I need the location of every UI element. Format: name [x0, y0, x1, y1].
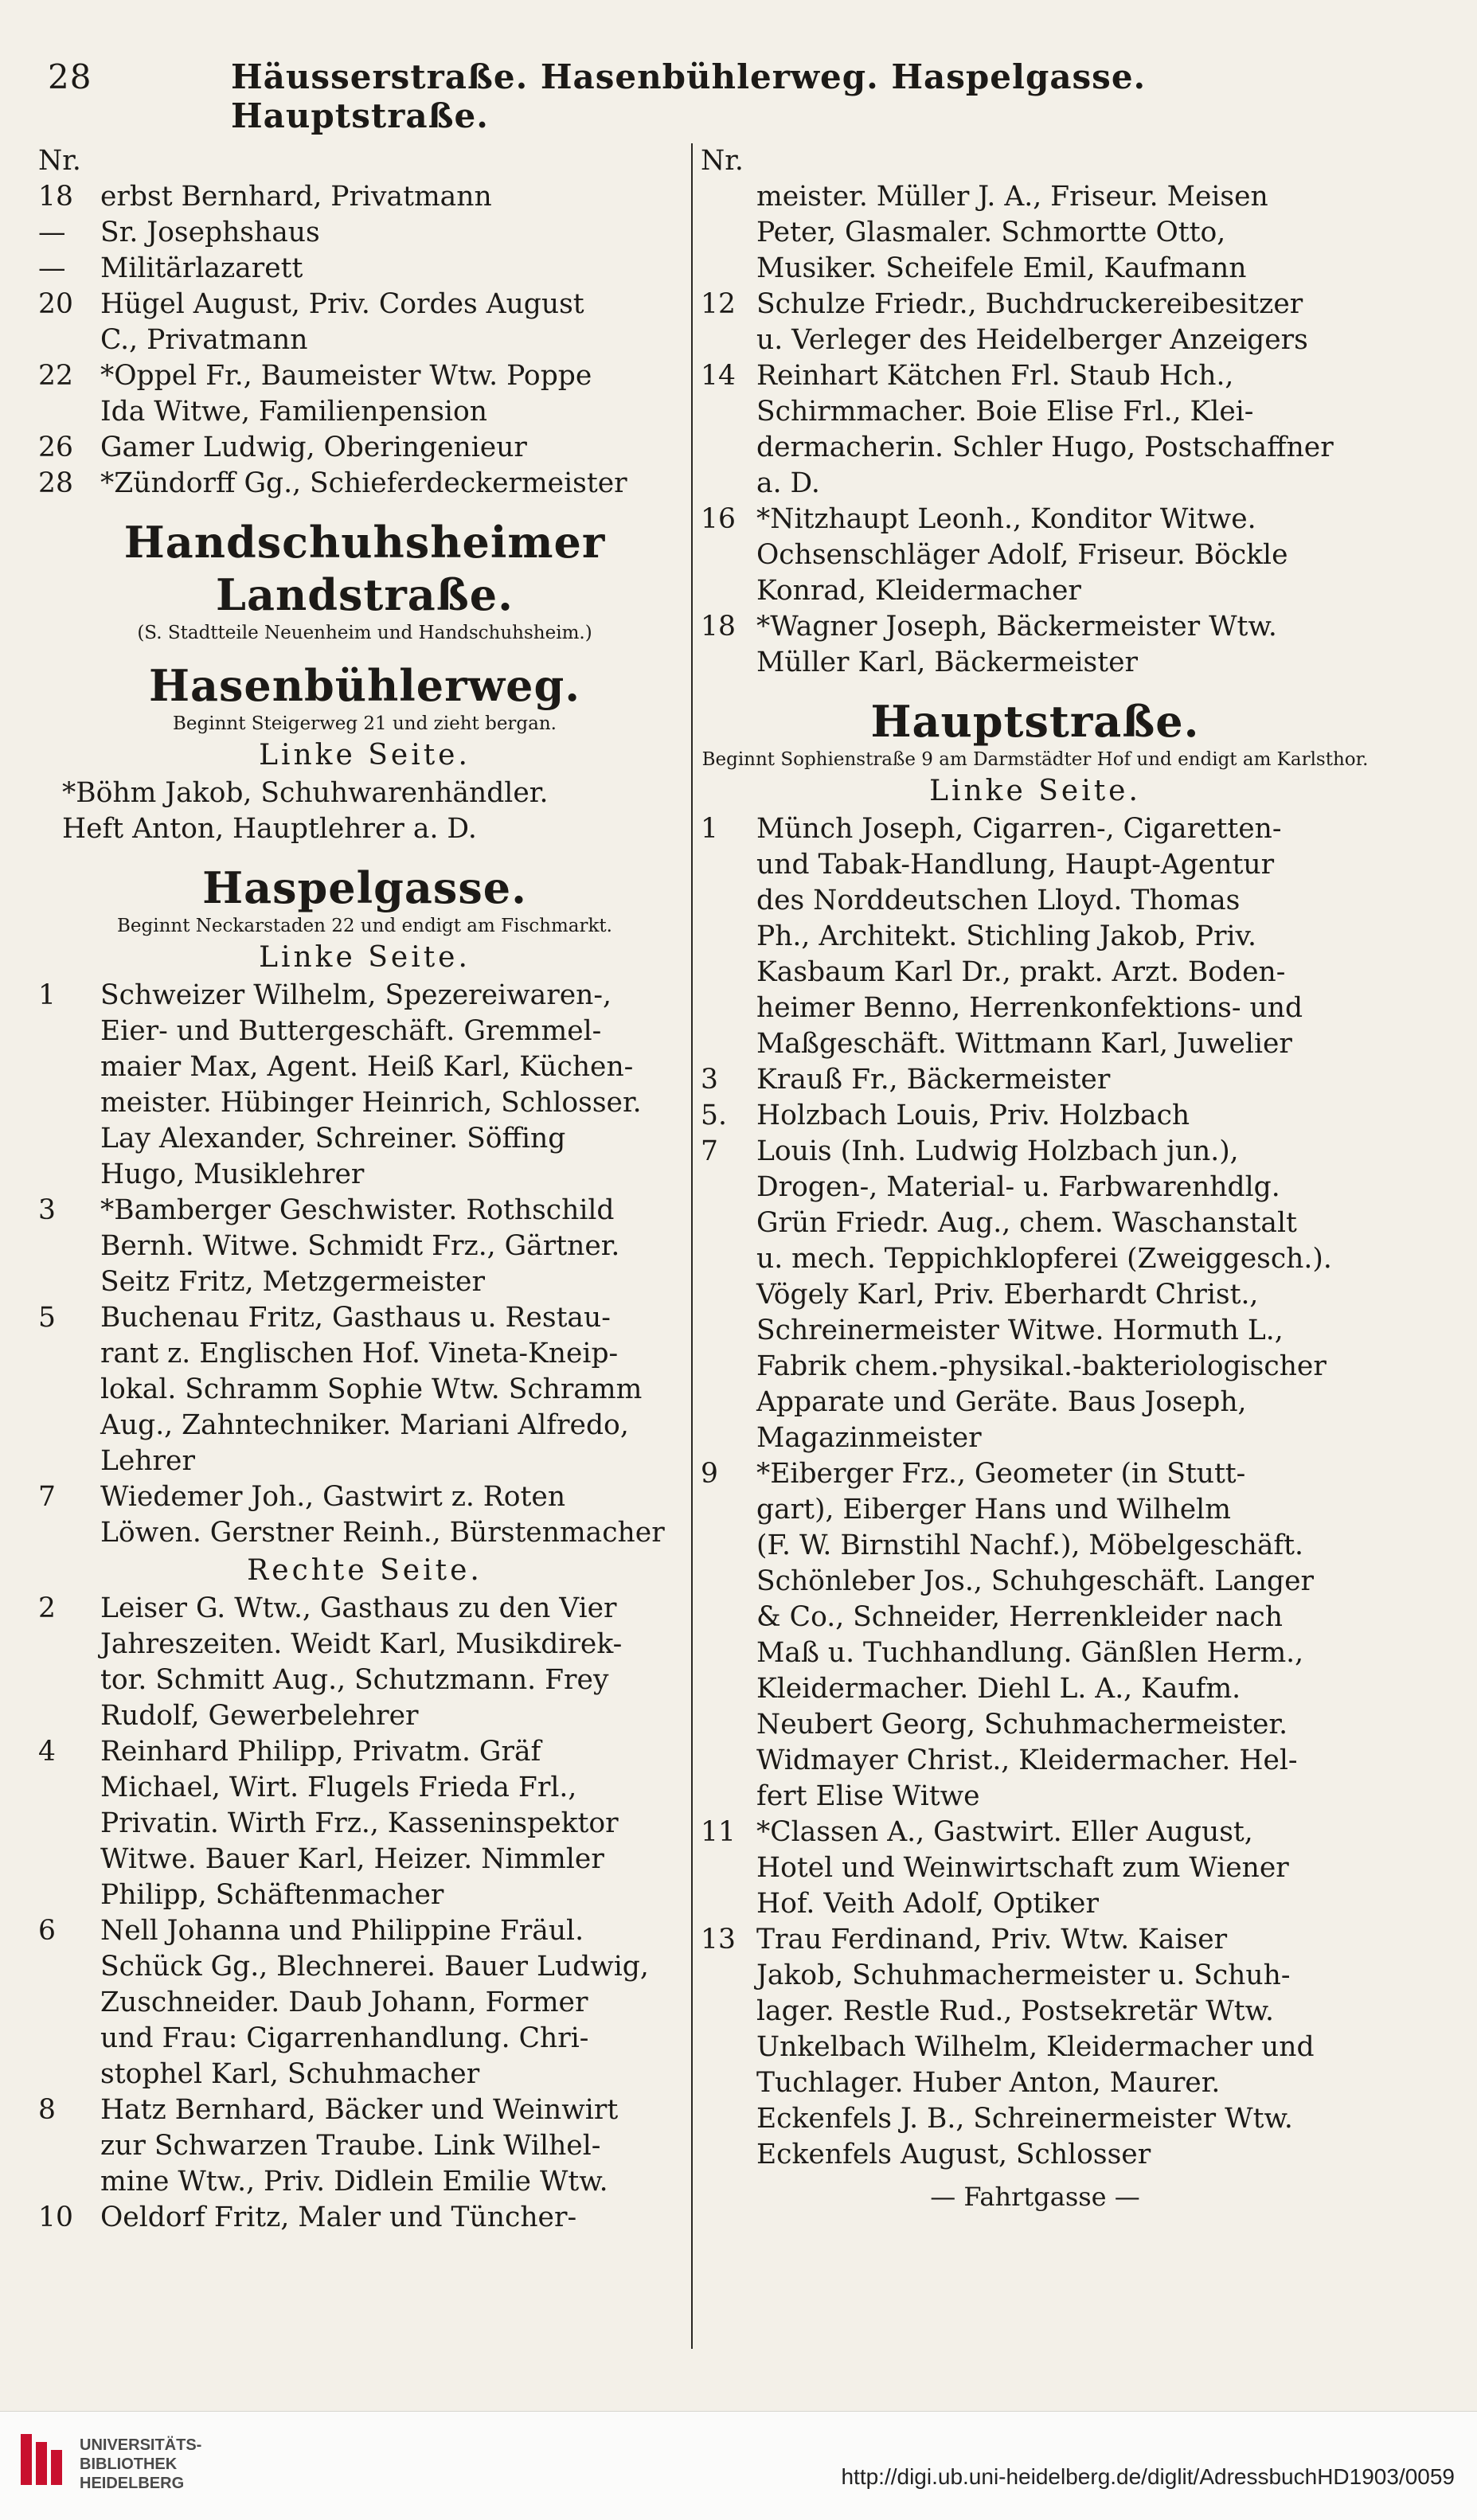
house-number: 12 — [701, 288, 736, 320]
directory-entry — [701, 430, 1370, 466]
directory-entry — [701, 1492, 1370, 1528]
directory-entry — [701, 883, 1370, 919]
directory-entry — [38, 1662, 691, 1698]
directory-entry — [701, 1886, 1370, 1922]
house-number: 1 — [38, 979, 56, 1011]
entry-text: Sr. Josephshaus — [100, 217, 320, 248]
entry-text: Maßgeschäft. Wittmann Karl, Juwelier — [756, 1028, 1292, 1060]
house-number: 1 — [701, 813, 718, 845]
entry-text: Ph., Architekt. Stichling Jakob, Priv. — [756, 920, 1256, 952]
side-label-left: Linke Seite. — [929, 775, 1141, 807]
directory-entry — [38, 251, 691, 287]
house-number: 5. 7 — [701, 1100, 727, 1167]
house-number: 4 — [38, 1736, 56, 1768]
entry-text: Leiser G. Wtw., Gasthaus zu den Vier — [100, 1592, 617, 1624]
directory-entry — [701, 1671, 1370, 1707]
entry-text: Schulze Friedr., Buchdruckereibesitzer — [756, 288, 1303, 320]
directory-entry — [38, 1372, 691, 1408]
directory-entry — [701, 1528, 1370, 1564]
directory-entry — [701, 990, 1370, 1026]
directory-entry — [701, 645, 1370, 681]
entry-text: und Frau: Cigarrenhandlung. Chri- — [100, 2022, 589, 2054]
section-note-handschuhsheimer: (S. Stadtteile Neuenheim und Handschuhsheim.) — [137, 623, 592, 643]
entry-text: Bernh. Witwe. Schmidt Frz., Gärtner. — [100, 1230, 620, 1262]
directory-entry — [38, 1698, 691, 1734]
directory-entry — [701, 1779, 1370, 1815]
continued-line: Musiker. Scheifele Emil, Kaufmann — [756, 252, 1247, 284]
entry-text: Trau Ferdinand, Priv. Wtw. Kaiser — [756, 1924, 1228, 1955]
entry-text: Maß u. Tuchhandlung. Gänßlen Herm., — [756, 1637, 1304, 1669]
directory-entry — [701, 358, 1370, 394]
entry-text: maier Max, Agent. Heiß Karl, Küchen- — [100, 1051, 634, 1083]
directory-entry — [701, 1420, 1370, 1456]
entry-text: Hatz Bernhard, Bäcker und Weinwirt — [100, 2094, 619, 2126]
directory-entry — [701, 322, 1370, 358]
directory-entry — [38, 287, 691, 322]
directory-entry — [38, 1591, 691, 1627]
entry-text: Münch Joseph, Cigarren-, Cigaretten- — [756, 813, 1282, 845]
directory-entry — [38, 1444, 691, 1479]
directory-entry — [38, 1408, 691, 1444]
source-url[interactable]: http://digi.ub.uni-heidelberg.de/diglit/AdressbuchHD1903/0059 — [841, 2464, 1455, 2489]
directory-entry — [38, 1627, 691, 1662]
entry-text: meister. Hübinger Heinrich, Schlosser. — [100, 1087, 642, 1119]
directory-entry — [38, 179, 691, 215]
directory-entry — [38, 322, 691, 358]
entry-text: Apparate und Geräte. Baus Joseph, — [756, 1386, 1247, 1418]
directory-entry — [701, 394, 1370, 430]
directory-entry — [38, 1479, 691, 1515]
house-number: 20 — [38, 288, 73, 320]
entry-text: Militärlazarett — [100, 252, 303, 284]
entry-text: des Norddeutschen Lloyd. Thomas — [756, 885, 1241, 916]
directory-entry — [38, 466, 691, 502]
directory-entry — [701, 847, 1370, 883]
entry-text: Hotel und Weinwirtschaft zum Wiener — [756, 1852, 1289, 1884]
house-number: 3 — [701, 1064, 718, 1096]
directory-entry — [701, 1277, 1370, 1313]
entry-text: Zuschneider. Daub Johann, Former — [100, 1987, 588, 2018]
house-number: 5 — [38, 1302, 56, 1334]
entry-text: Privatin. Wirth Frz., Kasseninspektor — [100, 1807, 619, 1839]
directory-entry — [701, 287, 1370, 322]
entry-text: Krauß Fr., Bäckermeister — [756, 1064, 1111, 1096]
directory-entry — [701, 919, 1370, 955]
directory-entry — [38, 358, 691, 394]
entry-text: Gamer Ludwig, Oberingenieur — [100, 432, 527, 463]
directory-entry — [38, 1157, 691, 1193]
house-number: 11 — [701, 1816, 736, 1848]
entry-text: Schirmmacher. Boie Elise Frl., Klei- — [756, 396, 1254, 428]
entry-text: Louis (Inh. Ludwig Holzbach jun.), — [756, 1135, 1239, 1167]
directory-entry — [701, 466, 1370, 502]
entry-text: Reinhard Philipp, Privatm. Gräf — [100, 1736, 541, 1768]
left-column — [38, 143, 691, 2236]
house-number: 9 — [701, 1458, 718, 1490]
directory-entry — [701, 1313, 1370, 1349]
column-divider — [691, 143, 693, 2349]
directory-entry — [701, 1134, 1370, 1170]
entry-text: Hügel August, Priv. Cordes August — [100, 288, 584, 320]
entry-text: Vögely Karl, Priv. Eberhardt Christ., — [756, 1279, 1259, 1311]
directory-entry — [701, 2137, 1370, 2173]
entry-text: rant z. Englischen Hof. Vineta-Kneip- — [100, 1338, 619, 1369]
directory-entry — [701, 537, 1370, 573]
nr-label: Nr. — [701, 145, 744, 177]
directory-entry — [38, 1014, 691, 1049]
directory-entry — [701, 1385, 1370, 1420]
directory-entry — [701, 811, 1370, 847]
page-number: 28 — [48, 57, 92, 96]
entry-text: Magazinmeister — [756, 1422, 982, 1454]
entry-text: a. D. — [756, 467, 820, 499]
directory-entry — [38, 2092, 691, 2128]
entry-text: Philipp, Schäftenmacher — [100, 1879, 444, 1911]
directory-entry — [38, 1985, 691, 2021]
directory-entry — [38, 1121, 691, 1157]
page-header — [48, 48, 1362, 135]
entry-text: Tuchlager. Huber Anton, Maurer. — [756, 2067, 1221, 2099]
entry-text: Schweizer Wilhelm, Spezereiwaren-, — [100, 979, 612, 1011]
directory-entry — [38, 1770, 691, 1806]
entry-text: *Bamberger Geschwister. Rothschild — [100, 1194, 615, 1226]
entry-text: Ochsenschläger Adolf, Friseur. Böckle — [756, 539, 1288, 571]
house-number: 28 — [38, 467, 73, 499]
entry-text: Neubert Georg, Schuhmachermeister. — [756, 1709, 1288, 1741]
entry-text: Witwe. Bauer Karl, Heizer. Nimmler — [100, 1843, 604, 1875]
directory-entry — [701, 1205, 1370, 1241]
entry-text: Aug., Zahntechniker. Mariani Alfredo, — [100, 1409, 629, 1441]
entry-text: *Classen A., Gastwirt. Eller August, — [756, 1816, 1253, 1848]
entry-text: Jakob, Schuhmachermeister u. Schuh- — [756, 1959, 1291, 1991]
entry-text: stophel Karl, Schuhmacher — [100, 2058, 480, 2090]
entry-text: Widmayer Christ., Kleidermacher. Hel- — [756, 1744, 1298, 1776]
nr-label: Nr. — [38, 145, 81, 177]
entry-text: mine Wtw., Priv. Didlein Emilie Wtw. — [100, 2166, 608, 2198]
hasen-line: Heft Anton, Hauptlehrer a. D. — [62, 813, 477, 845]
hasen-line: *Böhm Jakob, Schuhwarenhändler. — [62, 777, 549, 809]
house-number: 8 — [38, 2094, 56, 2126]
entry-text: Schück Gg., Blechnerei. Bauer Ludwig, — [100, 1951, 649, 1983]
directory-entry — [701, 1600, 1370, 1635]
entry-text: C., Privatmann — [100, 324, 308, 356]
directory-entry — [701, 609, 1370, 645]
entry-text: Konrad, Kleidermacher — [756, 575, 1081, 607]
entry-text: Seitz Fritz, Metzgermeister — [100, 1266, 485, 1298]
haspel-left-entries — [38, 978, 691, 1551]
directory-entry — [38, 2021, 691, 2057]
entry-text: Buchenau Fritz, Gasthaus u. Restau- — [100, 1302, 611, 1334]
directory-entry — [38, 1913, 691, 1949]
house-number: 22 — [38, 360, 73, 392]
directory-entry — [701, 1349, 1370, 1385]
directory-entry — [38, 1806, 691, 1842]
house-number: 10 — [38, 2202, 73, 2233]
directory-entry — [38, 1949, 691, 1985]
entry-text: *Eiberger Frz., Geometer (in Stutt- — [756, 1458, 1246, 1490]
entry-text: fert Elise Witwe — [756, 1780, 980, 1812]
entry-text: Rudolf, Gewerbelehrer — [100, 1700, 419, 1732]
entry-text: zur Schwarzen Traube. Link Wilhel- — [100, 2130, 601, 2162]
entry-text: Schreinermeister Witwe. Hormuth L., — [756, 1315, 1284, 1346]
entry-text: u. Verleger des Heidelberger Anzeigers — [756, 324, 1308, 356]
directory-entry — [38, 1264, 691, 1300]
entry-text: und Tabak-Handlung, Haupt-Agentur — [756, 849, 1275, 881]
entry-text: lager. Restle Rud., Postsekretär Wtw. — [756, 1995, 1275, 2027]
entry-text: Hof. Veith Adolf, Optiker — [756, 1888, 1099, 1920]
directory-entry — [701, 502, 1370, 537]
house-number: 26 — [38, 432, 73, 463]
directory-entry — [38, 1515, 691, 1551]
directory-entry — [38, 1336, 691, 1372]
house-number: 2 — [38, 1592, 56, 1624]
entry-text: Nell Johanna und Philippine Fräul. — [100, 1915, 584, 1947]
house-number: 16 — [701, 503, 736, 535]
side-label-right: Rechte Seite. — [247, 1554, 483, 1587]
entry-text: (F. W. Birnstihl Nachf.), Möbelgeschäft. — [756, 1530, 1303, 1561]
continued-line: meister. Müller J. A., Friseur. Meisen — [756, 181, 1268, 213]
section-title-hauptstrasse: Hauptstraße. — [870, 696, 1200, 747]
directory-entry — [38, 2057, 691, 2092]
entry-text: Lay Alexander, Schreiner. Söffing — [100, 1123, 566, 1155]
section-note-hasenbuehlerweg: Beginnt Steigerweg 21 und zieht bergan. — [173, 713, 557, 734]
house-number: — — [38, 217, 66, 248]
directory-entry — [38, 2200, 691, 2236]
section-note-hauptstrasse: Beginnt Sophienstraße 9 am Darmstädter Hof und endigt am Karlsthor. — [701, 749, 1369, 770]
side-label-left: Linke Seite. — [259, 941, 471, 974]
entry-text: Hugo, Musiklehrer — [100, 1158, 365, 1190]
house-number: — — [38, 252, 66, 284]
house-number: 7 — [38, 1481, 56, 1513]
entry-text: lokal. Schramm Sophie Wtw. Schramm — [100, 1373, 643, 1405]
entry-text: *Zündorff Gg., Schieferdeckermeister — [100, 467, 627, 499]
house-number: 18 — [38, 181, 73, 213]
directory-entry — [701, 1635, 1370, 1671]
directory-entry — [38, 1300, 691, 1336]
directory-entry — [701, 1958, 1370, 1994]
directory-entry — [701, 955, 1370, 990]
directory-entry — [38, 1229, 691, 1264]
house-number: 18 — [701, 611, 736, 643]
haspel-continued-entries — [701, 287, 1370, 681]
entry-text: u. mech. Teppichklopferei (Zweiggesch.). — [756, 1243, 1332, 1275]
entry-text: Drogen-, Material- u. Farbwarenhdlg. — [756, 1171, 1280, 1203]
entry-text: Holzbach Louis, Priv. Holzbach — [756, 1100, 1190, 1131]
entry-text: Ida Witwe, Familienpension — [100, 396, 487, 428]
entry-text: *Wagner Joseph, Bäckermeister Wtw. — [756, 611, 1277, 643]
entry-text: erbst Bernhard, Privatmann — [100, 181, 492, 213]
entry-text: Unkelbach Wilhelm, Kleidermacher und — [756, 2031, 1315, 2063]
directory-entry — [38, 2164, 691, 2200]
entry-text: Grün Friedr. Aug., chem. Waschanstalt — [756, 1207, 1297, 1239]
directory-entry — [38, 1085, 691, 1121]
entry-text: Kleidermacher. Diehl L. A., Kaufm. — [756, 1673, 1241, 1705]
directory-entry — [701, 1707, 1370, 1743]
entry-text: *Oppel Fr., Baumeister Wtw. Poppe — [100, 360, 592, 392]
entry-text: Müller Karl, Bäckermeister — [756, 647, 1138, 678]
entry-text: Fabrik chem.-physikal.-bakteriologischer — [756, 1350, 1327, 1382]
house-number: 14 — [701, 360, 736, 392]
side-label-left: Linke Seite. — [259, 739, 471, 772]
hausser-entries — [38, 179, 691, 502]
entry-text: Eier- und Buttergeschäft. Gremmel- — [100, 1015, 602, 1047]
entry-text: heimer Benno, Herrenkonfektions- und — [756, 992, 1303, 1024]
directory-entry — [701, 1456, 1370, 1492]
house-number: 3 — [38, 1194, 56, 1226]
entry-text: Eckenfels J. B., Schreinermeister Wtw. — [756, 2103, 1293, 2135]
directory-entry — [701, 1564, 1370, 1600]
entry-text: dermacherin. Schler Hugo, Postschaffner — [756, 432, 1334, 463]
continued-line: Peter, Glasmaler. Schmortte Otto, — [756, 217, 1226, 248]
directory-entry — [38, 430, 691, 466]
directory-entry — [701, 2101, 1370, 2137]
continuation-marker: — Fahrtgasse — — [930, 2182, 1140, 2212]
directory-entry — [38, 1734, 691, 1770]
entry-text: Oeldorf Fritz, Maler und Tüncher- — [100, 2202, 577, 2233]
haspel-right-entries — [38, 1591, 691, 2236]
section-title-handschuhsheimer: Handschuhsheimer Landstraße. — [123, 517, 606, 620]
section-title-haspelgasse: Haspelgasse. — [202, 862, 527, 913]
directory-entry — [38, 2128, 691, 2164]
directory-entry — [701, 1922, 1370, 1958]
directory-entry — [701, 1815, 1370, 1850]
hauptstrasse-entries — [701, 811, 1370, 2173]
entry-text: Schönleber Jos., Schuhgeschäft. Langer — [756, 1565, 1314, 1597]
entry-text: gart), Eiberger Hans und Wilhelm — [756, 1494, 1231, 1526]
directory-entry — [701, 573, 1370, 609]
directory-entry — [38, 1877, 691, 1913]
directory-entry — [38, 1842, 691, 1877]
running-title: Häusserstraße. Hasenbühlerweg. Haspelgasse. Hauptstraße. — [231, 57, 1147, 135]
entry-text: Michael, Wirt. Flugels Frieda Frl., — [100, 1772, 577, 1803]
library-name: UNIVERSITÄTS- BIBLIOTHEK HEIDELBERG — [80, 2436, 202, 2492]
directory-entry — [701, 2065, 1370, 2101]
entry-text: *Nitzhaupt Leonh., Konditor Witwe. — [756, 503, 1256, 535]
directory-entry — [701, 1241, 1370, 1277]
directory-entry — [38, 1049, 691, 1085]
right-column — [701, 143, 1370, 2215]
directory-entry — [38, 1193, 691, 1229]
directory-entry — [701, 1062, 1370, 1098]
section-title-hasenbuehlerweg: Hasenbühlerweg. — [148, 660, 581, 711]
directory-entry — [38, 978, 691, 1014]
entry-text: & Co., Schneider, Herrenkleider nach — [756, 1601, 1283, 1633]
directory-entry — [701, 1994, 1370, 2030]
directory-entry — [38, 394, 691, 430]
entry-text: Jahreszeiten. Weidt Karl, Musikdirek- — [100, 1628, 623, 1660]
section-note-haspelgasse: Beginnt Neckarstaden 22 und endigt am Fischmarkt. — [117, 916, 612, 936]
entry-text: Kasbaum Karl Dr., prakt. Arzt. Boden- — [756, 956, 1286, 988]
directory-entry — [701, 1026, 1370, 1062]
entry-text: Löwen. Gerstner Reinh., Bürstenmacher — [100, 1517, 665, 1549]
directory-entry — [701, 1170, 1370, 1205]
house-number: 13 — [701, 1924, 736, 1955]
entry-text: Reinhart Kätchen Frl. Staub Hch., — [756, 360, 1234, 392]
house-number: 6 — [38, 1915, 56, 1947]
directory-entry — [38, 215, 691, 251]
entry-text: tor. Schmitt Aug., Schutzmann. Frey — [100, 1664, 609, 1696]
digitization-footer — [0, 2411, 1477, 2520]
entry-text: Lehrer — [100, 1445, 195, 1477]
entry-text: Wiedemer Joh., Gastwirt z. Roten — [100, 1481, 566, 1513]
entry-text: Eckenfels August, Schlosser — [756, 2139, 1151, 2170]
library-logo-icon — [16, 2426, 67, 2490]
directory-entry — [701, 1743, 1370, 1779]
directory-entry — [701, 2030, 1370, 2065]
directory-entry — [701, 1850, 1370, 1886]
